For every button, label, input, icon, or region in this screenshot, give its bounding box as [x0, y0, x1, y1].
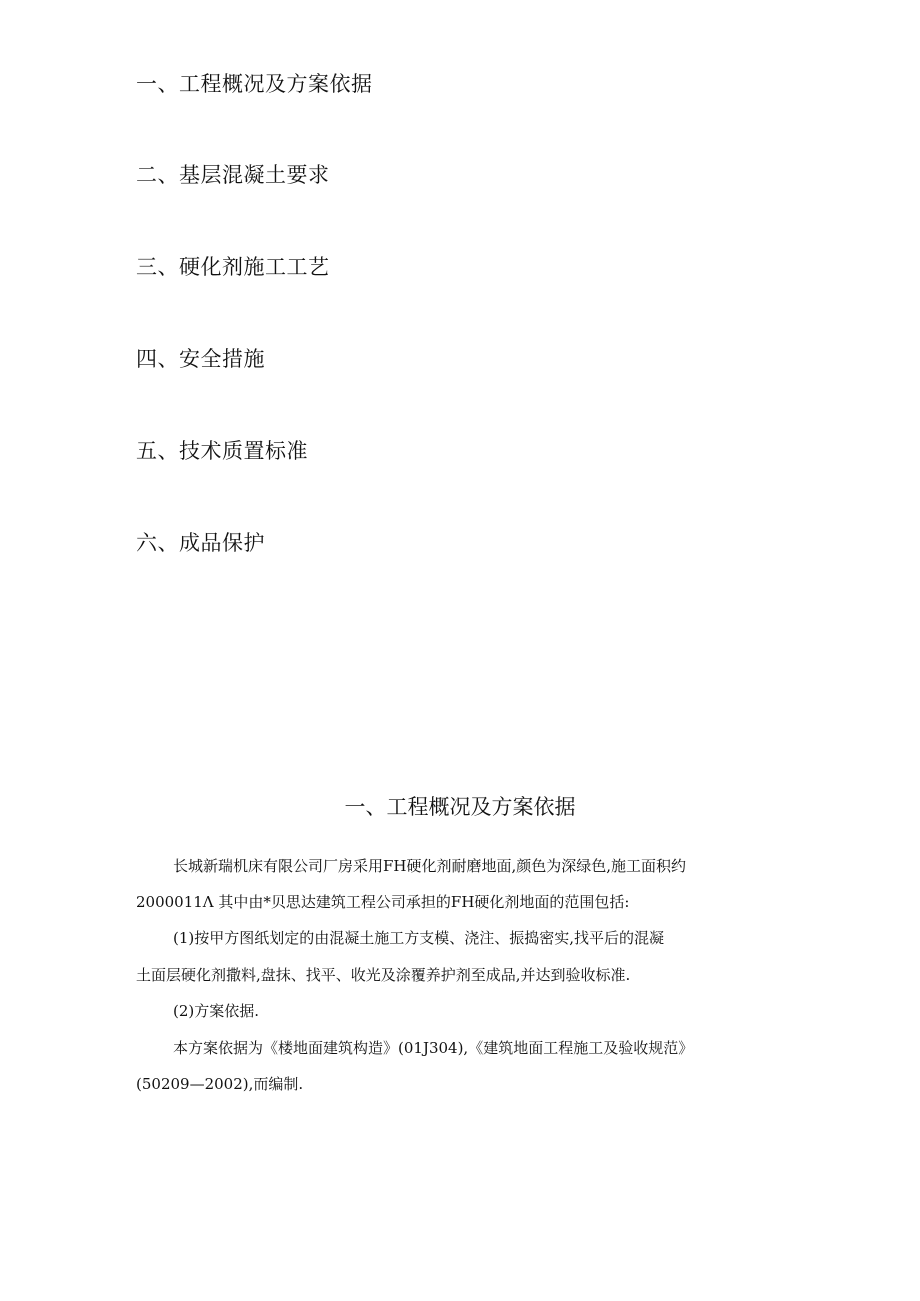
toc-item-2: 二、基层混凝土要求 — [136, 163, 330, 187]
toc-item-1: 一、工程概况及方案依据 — [136, 72, 373, 96]
paragraph-line: (1)按甲方图纸划定的由混凝土施工方支模、浇注、振捣密实,找平后的混凝 — [173, 929, 665, 947]
paragraph-line: 本方案依据为《楼地面建筑构造》(01J304),《建筑地面工程施工及验收规范》 — [173, 1039, 694, 1057]
paragraph-line: 土面层硬化剂撒料,盘抹、找平、收光及涂覆养护剂至成品,并达到验收标准. — [136, 966, 631, 984]
toc-item-4: 四、安全措施 — [136, 347, 265, 371]
toc-item-6: 六、成品保护 — [136, 531, 265, 555]
section-title: 一、工程概况及方案依据 — [344, 795, 576, 819]
paragraph-line: (50209—2002),而编制. — [136, 1075, 304, 1093]
toc-item-5: 五、技术质置标准 — [136, 439, 308, 463]
paragraph-line: (2)方案依据. — [173, 1002, 260, 1020]
toc-item-3: 三、硬化剂施工工艺 — [136, 255, 330, 279]
paragraph-line: 2000011Λ 其中由*贝思达建筑工程公司承担的FH硬化剂地面的范围包括: — [136, 893, 630, 911]
paragraph-line: 长城新瑞机床有限公司厂房采用FH硬化剂耐磨地面,颜色为深绿色,施工面积约 — [173, 857, 687, 875]
